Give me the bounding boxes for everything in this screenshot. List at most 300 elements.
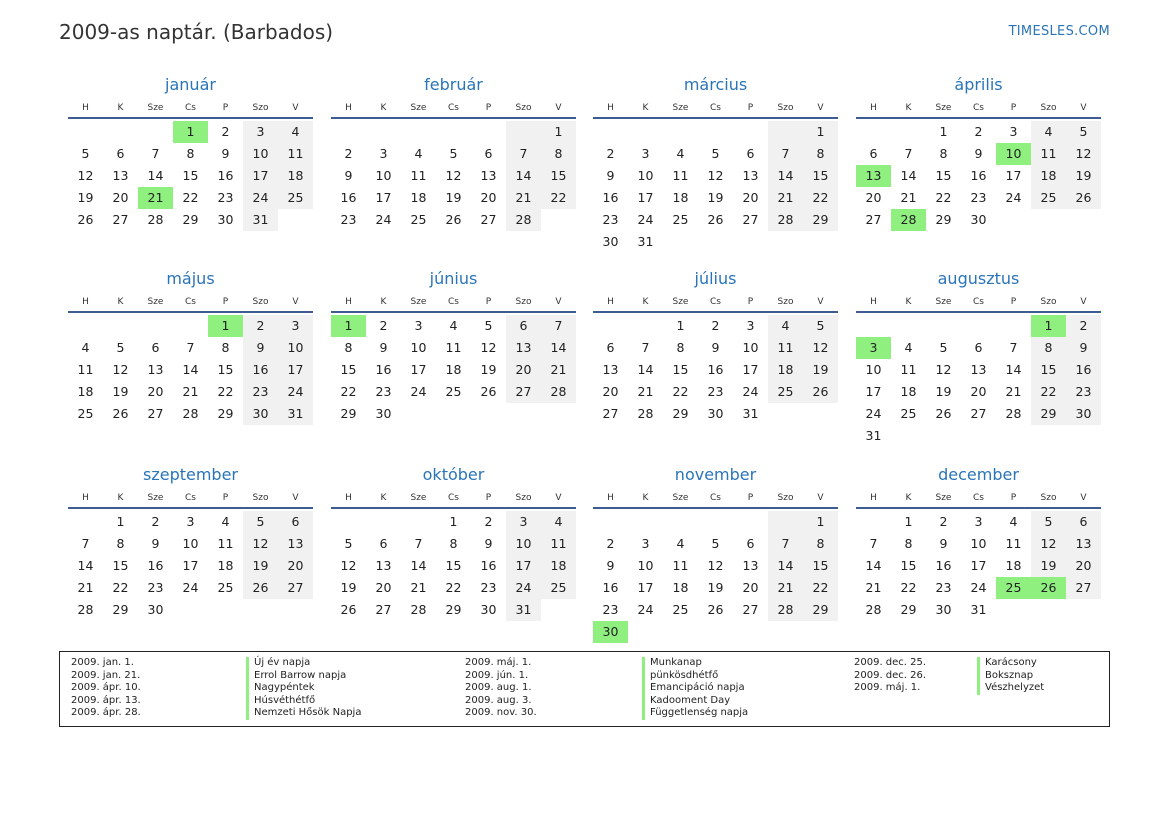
day-cell[interactable]: 31 <box>506 599 541 621</box>
day-cell[interactable]: 31 <box>742 406 759 421</box>
day-cell[interactable]: 27 <box>742 602 759 617</box>
day-cell[interactable]: 6 <box>151 340 160 355</box>
day-cell[interactable]: 31 <box>278 403 313 425</box>
day-cell[interactable]: 9 <box>151 536 160 551</box>
day-cell[interactable]: 22 <box>935 190 952 205</box>
day-cell[interactable]: 18 <box>541 555 576 577</box>
day-cell[interactable]: 31 <box>865 428 882 443</box>
day-cell[interactable]: 18 <box>77 384 94 399</box>
day-cell[interactable]: 3 <box>641 146 650 161</box>
day-cell[interactable]: 11 <box>900 362 917 377</box>
day-cell[interactable]: 30 <box>707 406 724 421</box>
day-cell[interactable]: 7 <box>768 143 803 165</box>
day-cell[interactable]: 30 <box>935 602 952 617</box>
day-cell[interactable]: 28 <box>77 602 94 617</box>
day-cell[interactable]: 2 <box>151 514 160 529</box>
day-cell[interactable]: 1 <box>904 514 913 529</box>
day-cell[interactable]: 20 <box>480 190 497 205</box>
day-cell[interactable]: 14 <box>900 168 917 183</box>
day-cell[interactable]: 22 <box>217 384 234 399</box>
day-cell[interactable]: 29 <box>935 212 952 227</box>
day-cell[interactable]: 29 <box>672 406 689 421</box>
day-cell[interactable]: 18 <box>278 165 313 187</box>
day-cell[interactable]: 27 <box>147 406 164 421</box>
day-cell[interactable]: 1 <box>449 514 458 529</box>
day-cell[interactable]: 6 <box>506 315 541 337</box>
day-cell[interactable]: 18 <box>1031 165 1066 187</box>
day-cell[interactable]: 30 <box>970 212 987 227</box>
day-cell[interactable]: 20 <box>506 359 541 381</box>
day-cell[interactable]: 8 <box>676 340 685 355</box>
day-cell[interactable]: 25 <box>278 187 313 209</box>
day-cell[interactable]: 25 <box>1031 187 1066 209</box>
day-cell[interactable]: 17 <box>375 190 392 205</box>
day-cell[interactable]: 12 <box>112 362 129 377</box>
day-cell[interactable]: 27 <box>375 602 392 617</box>
day-cell[interactable]: 24 <box>970 580 987 595</box>
holiday-day-cell[interactable]: 3 <box>856 337 891 359</box>
day-cell[interactable]: 3 <box>186 514 195 529</box>
holiday-day-cell[interactable]: 10 <box>996 143 1031 165</box>
day-cell[interactable]: 23 <box>707 384 724 399</box>
holiday-day-cell[interactable]: 1 <box>331 315 366 337</box>
day-cell[interactable]: 12 <box>1031 533 1066 555</box>
day-cell[interactable]: 21 <box>1005 384 1022 399</box>
day-cell[interactable]: 9 <box>243 337 278 359</box>
day-cell[interactable]: 24 <box>742 384 759 399</box>
day-cell[interactable]: 11 <box>445 340 462 355</box>
day-cell[interactable]: 16 <box>480 558 497 573</box>
day-cell[interactable]: 5 <box>344 536 353 551</box>
day-cell[interactable]: 10 <box>637 558 654 573</box>
day-cell[interactable]: 30 <box>375 406 392 421</box>
day-cell[interactable]: 2 <box>344 146 353 161</box>
day-cell[interactable]: 14 <box>506 165 541 187</box>
day-cell[interactable]: 15 <box>1031 359 1066 381</box>
day-cell[interactable]: 31 <box>637 234 654 249</box>
day-cell[interactable]: 14 <box>77 558 94 573</box>
day-cell[interactable]: 23 <box>340 212 357 227</box>
day-cell[interactable]: 5 <box>116 340 125 355</box>
day-cell[interactable]: 8 <box>541 143 576 165</box>
day-cell[interactable]: 7 <box>869 536 878 551</box>
day-cell[interactable]: 19 <box>243 555 278 577</box>
day-cell[interactable]: 25 <box>672 212 689 227</box>
day-cell[interactable]: 17 <box>865 384 882 399</box>
day-cell[interactable]: 10 <box>182 536 199 551</box>
day-cell[interactable]: 7 <box>904 146 913 161</box>
day-cell[interactable]: 8 <box>221 340 230 355</box>
day-cell[interactable]: 15 <box>541 165 576 187</box>
day-cell[interactable]: 27 <box>1066 577 1101 599</box>
holiday-day-cell[interactable]: 1 <box>1031 315 1066 337</box>
day-cell[interactable]: 7 <box>81 536 90 551</box>
day-cell[interactable]: 7 <box>641 340 650 355</box>
day-cell[interactable]: 1 <box>676 318 685 333</box>
day-cell[interactable]: 15 <box>112 558 129 573</box>
day-cell[interactable]: 13 <box>970 362 987 377</box>
day-cell[interactable]: 29 <box>182 212 199 227</box>
day-cell[interactable]: 25 <box>217 580 234 595</box>
day-cell[interactable]: 25 <box>410 212 427 227</box>
day-cell[interactable]: 10 <box>278 337 313 359</box>
day-cell[interactable]: 3 <box>379 146 388 161</box>
holiday-day-cell[interactable]: 26 <box>1031 577 1066 599</box>
day-cell[interactable]: 25 <box>768 381 803 403</box>
day-cell[interactable]: 4 <box>449 318 458 333</box>
day-cell[interactable]: 24 <box>637 602 654 617</box>
day-cell[interactable]: 13 <box>742 558 759 573</box>
day-cell[interactable]: 10 <box>865 362 882 377</box>
day-cell[interactable]: 23 <box>935 580 952 595</box>
day-cell[interactable]: 12 <box>445 168 462 183</box>
day-cell[interactable]: 29 <box>445 602 462 617</box>
day-cell[interactable]: 7 <box>506 143 541 165</box>
day-cell[interactable]: 21 <box>768 577 803 599</box>
holiday-day-cell[interactable]: 25 <box>996 577 1031 599</box>
day-cell[interactable]: 1 <box>116 514 125 529</box>
day-cell[interactable]: 19 <box>112 384 129 399</box>
day-cell[interactable]: 16 <box>707 362 724 377</box>
day-cell[interactable]: 20 <box>375 580 392 595</box>
day-cell[interactable]: 4 <box>221 514 230 529</box>
day-cell[interactable]: 27 <box>112 212 129 227</box>
day-cell[interactable]: 3 <box>974 514 983 529</box>
day-cell[interactable]: 8 <box>803 533 838 555</box>
day-cell[interactable]: 23 <box>243 381 278 403</box>
day-cell[interactable]: 15 <box>803 165 838 187</box>
day-cell[interactable]: 28 <box>637 406 654 421</box>
day-cell[interactable]: 17 <box>1005 168 1022 183</box>
day-cell[interactable]: 24 <box>506 577 541 599</box>
day-cell[interactable]: 17 <box>410 362 427 377</box>
day-cell[interactable]: 9 <box>711 340 720 355</box>
day-cell[interactable]: 17 <box>637 580 654 595</box>
day-cell[interactable]: 10 <box>637 168 654 183</box>
day-cell[interactable]: 31 <box>970 602 987 617</box>
day-cell[interactable]: 23 <box>602 602 619 617</box>
day-cell[interactable]: 5 <box>803 315 838 337</box>
day-cell[interactable]: 14 <box>182 362 199 377</box>
day-cell[interactable]: 27 <box>865 212 882 227</box>
day-cell[interactable]: 19 <box>445 190 462 205</box>
day-cell[interactable]: 12 <box>707 558 724 573</box>
day-cell[interactable]: 11 <box>410 168 427 183</box>
day-cell[interactable]: 2 <box>711 318 720 333</box>
day-cell[interactable]: 24 <box>182 580 199 595</box>
day-cell[interactable]: 2 <box>606 536 615 551</box>
day-cell[interactable]: 20 <box>112 190 129 205</box>
day-cell[interactable]: 10 <box>506 533 541 555</box>
day-cell[interactable]: 20 <box>970 384 987 399</box>
day-cell[interactable]: 8 <box>803 143 838 165</box>
day-cell[interactable]: 2 <box>1066 315 1101 337</box>
day-cell[interactable]: 14 <box>637 362 654 377</box>
day-cell[interactable]: 28 <box>1005 406 1022 421</box>
day-cell[interactable]: 22 <box>541 187 576 209</box>
day-cell[interactable]: 29 <box>900 602 917 617</box>
day-cell[interactable]: 24 <box>278 381 313 403</box>
day-cell[interactable]: 7 <box>414 536 423 551</box>
day-cell[interactable]: 19 <box>1031 555 1066 577</box>
day-cell[interactable]: 11 <box>541 533 576 555</box>
day-cell[interactable]: 20 <box>278 555 313 577</box>
day-cell[interactable]: 9 <box>939 536 948 551</box>
day-cell[interactable]: 8 <box>449 536 458 551</box>
holiday-day-cell[interactable]: 30 <box>593 621 628 643</box>
day-cell[interactable]: 12 <box>77 168 94 183</box>
day-cell[interactable]: 2 <box>379 318 388 333</box>
day-cell[interactable]: 28 <box>768 599 803 621</box>
day-cell[interactable]: 1 <box>803 511 838 533</box>
day-cell[interactable]: 21 <box>541 359 576 381</box>
day-cell[interactable]: 21 <box>410 580 427 595</box>
day-cell[interactable]: 14 <box>865 558 882 573</box>
day-cell[interactable]: 24 <box>410 384 427 399</box>
day-cell[interactable]: 30 <box>217 212 234 227</box>
day-cell[interactable]: 27 <box>970 406 987 421</box>
day-cell[interactable]: 11 <box>672 558 689 573</box>
day-cell[interactable]: 10 <box>742 340 759 355</box>
day-cell[interactable]: 28 <box>147 212 164 227</box>
day-cell[interactable]: 8 <box>939 146 948 161</box>
day-cell[interactable]: 7 <box>151 146 160 161</box>
day-cell[interactable]: 2 <box>974 124 983 139</box>
day-cell[interactable]: 4 <box>541 511 576 533</box>
day-cell[interactable]: 25 <box>77 406 94 421</box>
day-cell[interactable]: 3 <box>746 318 755 333</box>
day-cell[interactable]: 26 <box>935 406 952 421</box>
day-cell[interactable]: 22 <box>672 384 689 399</box>
day-cell[interactable]: 16 <box>340 190 357 205</box>
day-cell[interactable]: 13 <box>742 168 759 183</box>
day-cell[interactable]: 30 <box>480 602 497 617</box>
day-cell[interactable]: 31 <box>243 209 278 231</box>
day-cell[interactable]: 22 <box>803 187 838 209</box>
day-cell[interactable]: 4 <box>768 315 803 337</box>
day-cell[interactable]: 17 <box>278 359 313 381</box>
day-cell[interactable]: 12 <box>1066 143 1101 165</box>
day-cell[interactable]: 16 <box>243 359 278 381</box>
day-cell[interactable]: 29 <box>340 406 357 421</box>
day-cell[interactable]: 7 <box>768 533 803 555</box>
day-cell[interactable]: 15 <box>900 558 917 573</box>
day-cell[interactable]: 15 <box>217 362 234 377</box>
day-cell[interactable]: 12 <box>803 337 838 359</box>
day-cell[interactable]: 6 <box>606 340 615 355</box>
day-cell[interactable]: 21 <box>182 384 199 399</box>
day-cell[interactable]: 30 <box>243 403 278 425</box>
day-cell[interactable]: 9 <box>379 340 388 355</box>
day-cell[interactable]: 22 <box>340 384 357 399</box>
day-cell[interactable]: 30 <box>602 234 619 249</box>
day-cell[interactable]: 4 <box>81 340 90 355</box>
day-cell[interactable]: 13 <box>1066 533 1101 555</box>
holiday-day-cell[interactable]: 1 <box>173 121 208 143</box>
day-cell[interactable]: 14 <box>1005 362 1022 377</box>
day-cell[interactable]: 5 <box>243 511 278 533</box>
day-cell[interactable]: 4 <box>904 340 913 355</box>
day-cell[interactable]: 6 <box>379 536 388 551</box>
day-cell[interactable]: 21 <box>506 187 541 209</box>
day-cell[interactable]: 7 <box>1009 340 1018 355</box>
day-cell[interactable]: 9 <box>1066 337 1101 359</box>
day-cell[interactable]: 10 <box>375 168 392 183</box>
day-cell[interactable]: 11 <box>77 362 94 377</box>
day-cell[interactable]: 14 <box>768 555 803 577</box>
day-cell[interactable]: 26 <box>340 602 357 617</box>
day-cell[interactable]: 27 <box>602 406 619 421</box>
day-cell[interactable]: 30 <box>147 602 164 617</box>
day-cell[interactable]: 18 <box>768 359 803 381</box>
day-cell[interactable]: 18 <box>672 190 689 205</box>
day-cell[interactable]: 29 <box>803 599 838 621</box>
day-cell[interactable]: 6 <box>116 146 125 161</box>
day-cell[interactable]: 23 <box>1066 381 1101 403</box>
day-cell[interactable]: 26 <box>803 381 838 403</box>
day-cell[interactable]: 4 <box>278 121 313 143</box>
day-cell[interactable]: 13 <box>506 337 541 359</box>
day-cell[interactable]: 19 <box>340 580 357 595</box>
day-cell[interactable]: 17 <box>970 558 987 573</box>
day-cell[interactable]: 20 <box>147 384 164 399</box>
day-cell[interactable]: 6 <box>1066 511 1101 533</box>
day-cell[interactable]: 11 <box>278 143 313 165</box>
day-cell[interactable]: 21 <box>900 190 917 205</box>
day-cell[interactable]: 23 <box>217 190 234 205</box>
day-cell[interactable]: 1 <box>541 121 576 143</box>
day-cell[interactable]: 28 <box>865 602 882 617</box>
day-cell[interactable]: 26 <box>77 212 94 227</box>
holiday-day-cell[interactable]: 13 <box>856 165 891 187</box>
day-cell[interactable]: 19 <box>707 580 724 595</box>
day-cell[interactable]: 13 <box>278 533 313 555</box>
day-cell[interactable]: 12 <box>243 533 278 555</box>
holiday-day-cell[interactable]: 28 <box>891 209 926 231</box>
day-cell[interactable]: 18 <box>217 558 234 573</box>
day-cell[interactable]: 6 <box>746 536 755 551</box>
day-cell[interactable]: 5 <box>449 146 458 161</box>
day-cell[interactable]: 23 <box>602 212 619 227</box>
day-cell[interactable]: 3 <box>641 536 650 551</box>
day-cell[interactable]: 21 <box>865 580 882 595</box>
day-cell[interactable]: 16 <box>970 168 987 183</box>
day-cell[interactable]: 9 <box>484 536 493 551</box>
day-cell[interactable]: 15 <box>340 362 357 377</box>
day-cell[interactable]: 26 <box>707 212 724 227</box>
day-cell[interactable]: 10 <box>243 143 278 165</box>
day-cell[interactable]: 13 <box>480 168 497 183</box>
day-cell[interactable]: 20 <box>602 384 619 399</box>
day-cell[interactable]: 11 <box>1005 536 1022 551</box>
day-cell[interactable]: 2 <box>243 315 278 337</box>
day-cell[interactable]: 6 <box>974 340 983 355</box>
day-cell[interactable]: 3 <box>243 121 278 143</box>
day-cell[interactable]: 13 <box>147 362 164 377</box>
day-cell[interactable]: 9 <box>606 558 615 573</box>
day-cell[interactable]: 7 <box>186 340 195 355</box>
day-cell[interactable]: 15 <box>672 362 689 377</box>
day-cell[interactable]: 3 <box>278 315 313 337</box>
day-cell[interactable]: 2 <box>939 514 948 529</box>
day-cell[interactable]: 28 <box>541 381 576 403</box>
day-cell[interactable]: 16 <box>217 168 234 183</box>
day-cell[interactable]: 6 <box>746 146 755 161</box>
day-cell[interactable]: 14 <box>410 558 427 573</box>
day-cell[interactable]: 5 <box>1066 121 1101 143</box>
day-cell[interactable]: 24 <box>375 212 392 227</box>
day-cell[interactable]: 10 <box>970 536 987 551</box>
day-cell[interactable]: 12 <box>480 340 497 355</box>
day-cell[interactable]: 29 <box>217 406 234 421</box>
day-cell[interactable]: 22 <box>803 577 838 599</box>
day-cell[interactable]: 16 <box>602 190 619 205</box>
day-cell[interactable]: 15 <box>182 168 199 183</box>
day-cell[interactable]: 27 <box>480 212 497 227</box>
day-cell[interactable]: 27 <box>278 577 313 599</box>
day-cell[interactable]: 2 <box>484 514 493 529</box>
day-cell[interactable]: 26 <box>707 602 724 617</box>
day-cell[interactable]: 24 <box>637 212 654 227</box>
day-cell[interactable]: 14 <box>147 168 164 183</box>
day-cell[interactable]: 11 <box>217 536 234 551</box>
day-cell[interactable]: 22 <box>445 580 462 595</box>
day-cell[interactable]: 28 <box>182 406 199 421</box>
day-cell[interactable]: 2 <box>606 146 615 161</box>
day-cell[interactable]: 6 <box>278 511 313 533</box>
day-cell[interactable]: 18 <box>1005 558 1022 573</box>
day-cell[interactable]: 8 <box>344 340 353 355</box>
holiday-day-cell[interactable]: 1 <box>208 315 243 337</box>
day-cell[interactable]: 2 <box>221 124 230 139</box>
day-cell[interactable]: 22 <box>900 580 917 595</box>
day-cell[interactable]: 13 <box>112 168 129 183</box>
day-cell[interactable]: 6 <box>869 146 878 161</box>
day-cell[interactable]: 3 <box>1009 124 1018 139</box>
day-cell[interactable]: 26 <box>445 212 462 227</box>
day-cell[interactable]: 13 <box>375 558 392 573</box>
day-cell[interactable]: 8 <box>186 146 195 161</box>
day-cell[interactable]: 18 <box>410 190 427 205</box>
day-cell[interactable]: 15 <box>935 168 952 183</box>
day-cell[interactable]: 15 <box>445 558 462 573</box>
day-cell[interactable]: 22 <box>1031 381 1066 403</box>
day-cell[interactable]: 5 <box>1031 511 1066 533</box>
day-cell[interactable]: 28 <box>768 209 803 231</box>
site-link[interactable]: TIMESLES.COM <box>1008 24 1110 39</box>
day-cell[interactable]: 9 <box>221 146 230 161</box>
day-cell[interactable]: 24 <box>865 406 882 421</box>
day-cell[interactable]: 27 <box>742 212 759 227</box>
day-cell[interactable]: 11 <box>672 168 689 183</box>
day-cell[interactable]: 26 <box>1066 187 1101 209</box>
day-cell[interactable]: 1 <box>803 121 838 143</box>
day-cell[interactable]: 20 <box>865 190 882 205</box>
day-cell[interactable]: 16 <box>147 558 164 573</box>
day-cell[interactable]: 1 <box>939 124 948 139</box>
day-cell[interactable]: 12 <box>707 168 724 183</box>
day-cell[interactable]: 20 <box>742 190 759 205</box>
day-cell[interactable]: 28 <box>410 602 427 617</box>
day-cell[interactable]: 4 <box>414 146 423 161</box>
day-cell[interactable]: 21 <box>768 187 803 209</box>
day-cell[interactable]: 25 <box>445 384 462 399</box>
day-cell[interactable]: 4 <box>1031 121 1066 143</box>
day-cell[interactable]: 19 <box>480 362 497 377</box>
day-cell[interactable]: 16 <box>935 558 952 573</box>
day-cell[interactable]: 19 <box>1066 165 1101 187</box>
day-cell[interactable]: 18 <box>900 384 917 399</box>
